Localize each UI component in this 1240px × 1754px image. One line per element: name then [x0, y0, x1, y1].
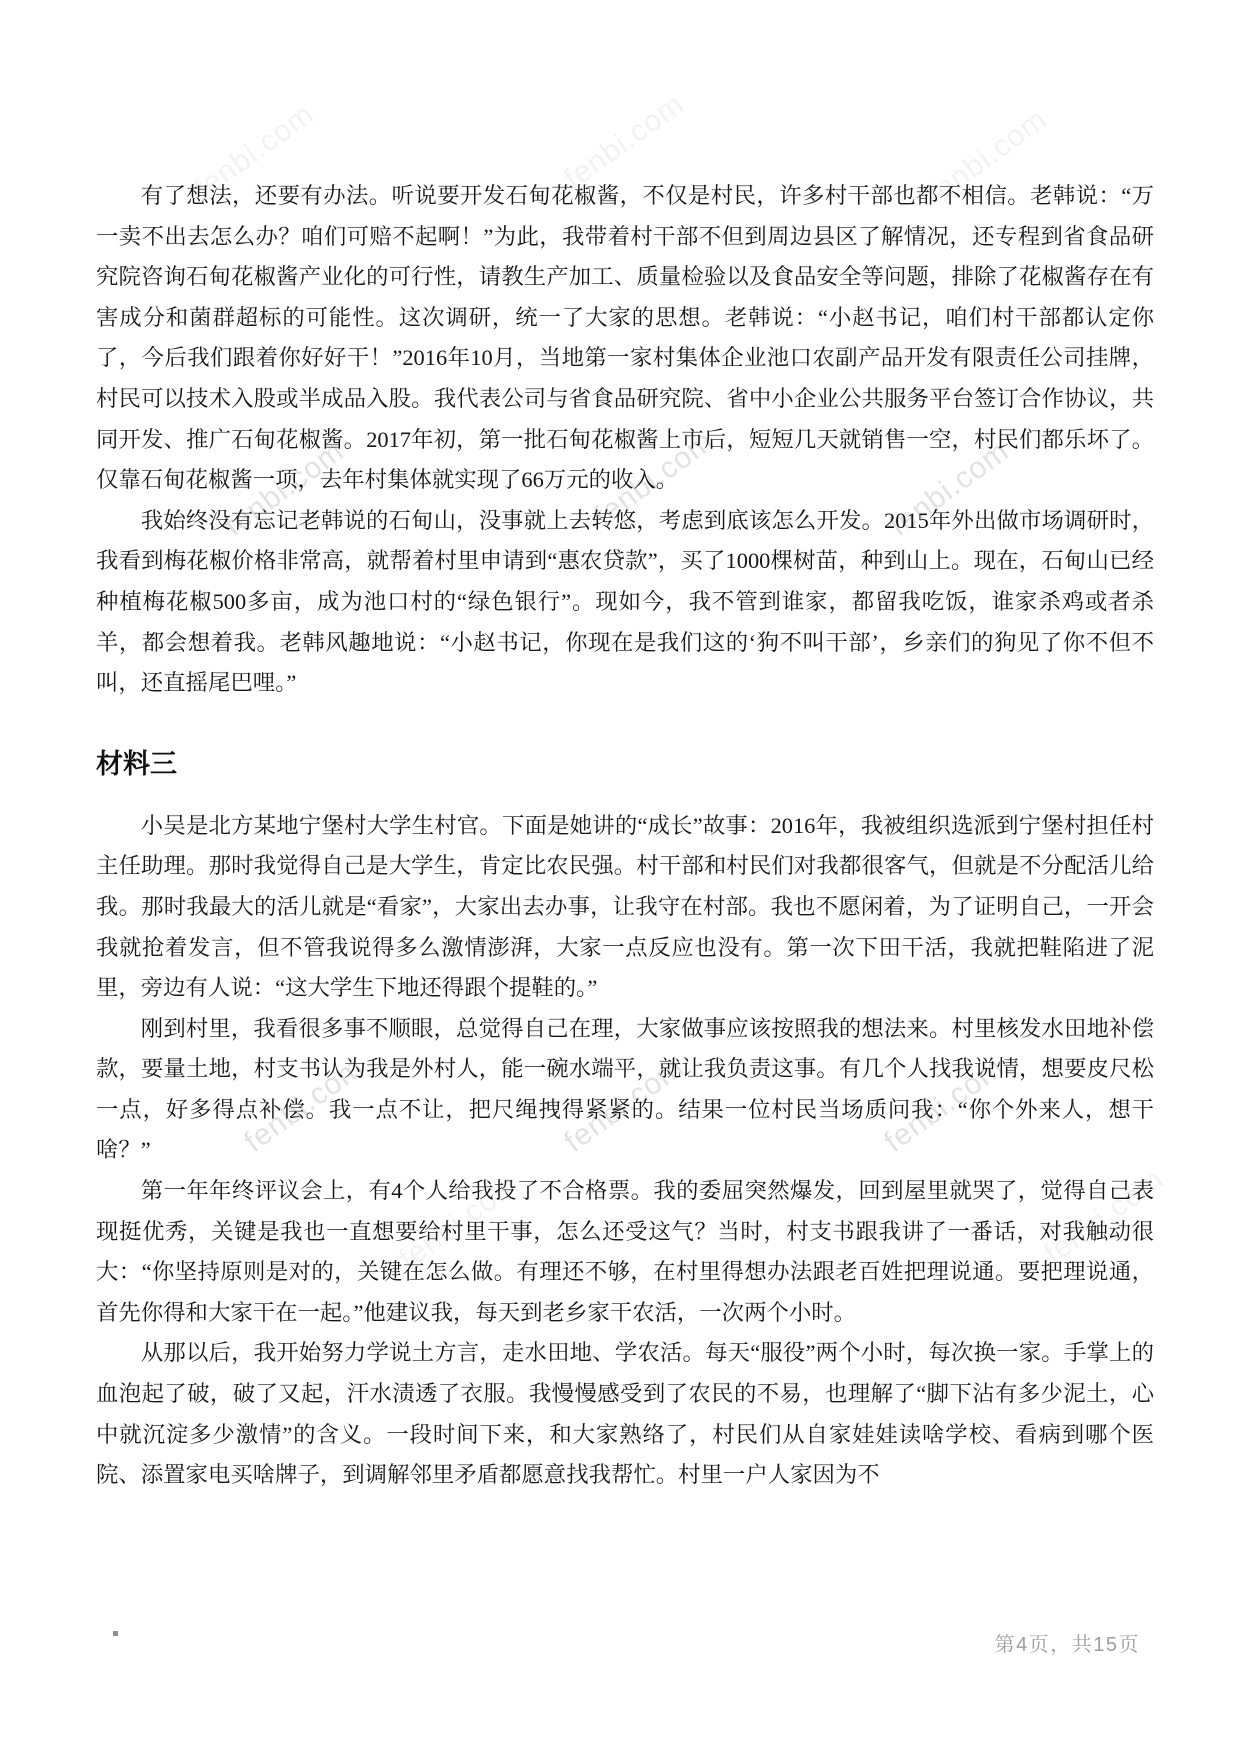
watermark-text: fenbi.com [393, 1167, 526, 1276]
page-number-label: 第4页，共15页 [994, 1634, 1140, 1656]
watermark-text: fenbi.com [218, 434, 351, 543]
watermark-text: fenbi.com [588, 424, 721, 533]
watermark-text: fenbi.com [238, 1050, 371, 1159]
watermark-text: fenbi.com [558, 87, 691, 196]
watermark-text: fenbi.com [883, 434, 1016, 543]
paragraph-shidian-mountain: 我始终没有忘记老韩说的石甸山，没事就上去转悠，考虑到底该怎么开发。2015年外出做市场调研时，我看到梅花椒价格非常高，就帮着村里申请到“惠农贷款”，买了1000棵树苗，种到山上。现在，石甸山已经种植梅花椒500多亩，成为池口村的“绿色银行”。现如今，我不管到谁家，都留我吃饭，谁家杀鸡或者杀羊，都会想着我。老韩风趣地说：“小赵书记，你现在是我们这的‘狗不叫干部’，乡亲们的狗见了你不但不叫，还直摇尾巴哩。” [96, 507, 1154, 696]
paragraph-year-end-review: 第一年年终评议会上，有4个人给我投了不合格票。我的委屈突然爆发，回到屋里就哭了，觉得自己表现挺优秀，关键是我也一直想要给村里干事，怎么还受这气？当时，村支书跟我讲了一番话，对我触动很大：“你坚持原则是对的，关键在怎么做。有理还不够，在村里得想办法跟老百姓把理说通。要把理说通，首先你得和大家干在一起。”他建议我，每天到老乡家干农活，一次两个小时。 [96, 1178, 1154, 1325]
watermark-text: fenbi.com [878, 1050, 1011, 1159]
paragraph-xiaowu-intro: 小吴是北方某地宁堡村大学生村官。下面是她讲的“成长”故事：2016年，我被组织选派到宁堡村担任村主任助理。那时我觉得自己是大学生，肯定比农民强。村干部和村民们对我都很客气，但就是不分配活儿给我。那时我最大的活儿就是“看家”，大家出去办事，让我守在村部。我也不愿闲着，为了证明自己，一开会我就抢着发言，但不管我说得多么激情澎湃，大家一点反应也没有。第一次下田干活，我就把鞋陷进了泥里，旁边有人说：“这大学生下地还得跟个提鞋的。” [96, 812, 1154, 1001]
watermark-text: fenbi.com [921, 102, 1054, 211]
watermark-text: fenbi.com [188, 97, 321, 206]
paragraph-land-measuring: 刚到村里，我看很多事不顺眼，总觉得自己在理，大家做事应该按照我的想法来。村里核发水田地补偿款，要量土地，村支书认为我是外村人，能一碗水端平，就让我负责这事。有几个人找我说情，想要皮尺松一点，好多得点补偿。我一点不让，把尺绳拽得紧紧的。结果一位村民当场质问我：“你个外来人，想干啥？” [96, 1015, 1154, 1163]
paragraph-learning-dialect: 从那以后，我开始努力学说土方言，走水田地、学农活。每天“服役”两个小时，每次换一家。手掌上的血泡起了破，破了又起，汗水渍透了衣服。我慢慢感受到了农民的不易，也理解了“脚下沾有多少泥土，心中就沉淀多少激情”的含义。一段时间下来，和大家熟络了，村民们从自家娃娃读啥学校、看病到哪个医院、添置家电买啥牌子，到调解邻里矛盾都愿意找我帮忙。村里一户人家因为不 [96, 1340, 1154, 1488]
section-heading-material-three: 材料三 [96, 748, 177, 779]
footer-dot [113, 1631, 118, 1636]
paragraph-shidian-sauce-development: 有了想法，还要有办法。听说要开发石甸花椒酱，不仅是村民，许多村干部也都不相信。老韩说：“万一卖不出去怎么办？咱们可赔不起啊！”为此，我带着村干部不但到周边县区了解情况，还专程到省食品研究院咨询石甸花椒酱产业化的可行性，请教生产加工、质量检验以及食品安全等问题，排除了花椒酱存在有害成分和菌群超标的可能性。这次调研，统一了大家的思想。老韩说：“小赵书记，咱们村干部都认定你了，今后我们跟着你好好干！”2016年10月，当地第一家村集体企业池口农副产品开发有限责任公司挂牌，村民可以技术入股或半成品入股。我代表公司与省食品研究院、省中小企业公共服务平台签订合作协议，共同开发、推广石甸花椒酱。2017年初，第一批石甸花椒酱上市后，短短几天就销售一空，村民们都乐坏了。仅靠石甸花椒酱一项，去年村集体就实现了66万元的收入。 [96, 183, 1154, 493]
watermark-text: fenbi.com [558, 1050, 691, 1159]
material-text-block [96, 176, 1154, 1496]
watermark-text: fenbi.com [1038, 1162, 1171, 1271]
